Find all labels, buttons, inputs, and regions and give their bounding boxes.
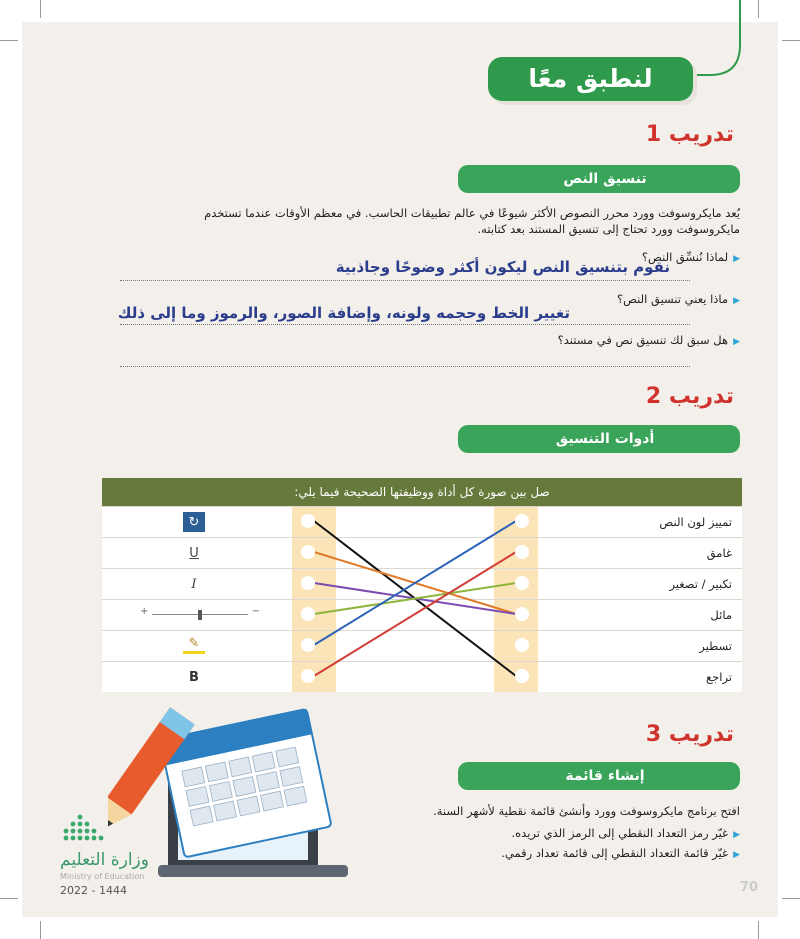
- table-row: [102, 661, 742, 692]
- bold-icon: B: [183, 667, 205, 687]
- tool-cell: [102, 631, 292, 661]
- function-label: تمييز لون النص: [659, 515, 732, 529]
- tool-cell: [102, 662, 292, 692]
- bullet-icon: ▶: [733, 830, 740, 840]
- ex1-intro-line-2: مايكروسوفت وورد تحتاج إلى تنسيق المستند بعد كتابته.: [477, 222, 740, 236]
- function-label: غامق: [706, 546, 732, 560]
- question-3-text: هل سبق لك تنسيق نص في مستند؟: [557, 333, 729, 347]
- matching-rows: [102, 506, 742, 692]
- ex3-item-2-text: غيّر قائمة التعداد النقطي إلى قائمة تعداد رقمي.: [501, 846, 729, 860]
- bullet-icon: ▶: [733, 254, 740, 264]
- answer-line: [120, 366, 690, 367]
- exercise-3-header: إنشاء قائمة: [470, 762, 740, 790]
- italic-icon: I: [191, 576, 197, 592]
- zoom-plus: +: [140, 606, 149, 617]
- ex3-intro: افتح برنامج مايكروسوفت وورد وأنشئ قائمة نقطية لأشهر السنة.: [433, 804, 740, 818]
- matching-table: [102, 478, 742, 506]
- ex3-item-2: [360, 846, 740, 860]
- bullet-icon: ▶: [733, 337, 740, 347]
- edition-year: 2022 - 1444: [60, 884, 127, 897]
- exercise-2-header: أدوات التنسيق: [470, 425, 740, 453]
- page-number: 70: [740, 880, 759, 895]
- table-row: [102, 599, 742, 630]
- crop-mark: [40, 921, 41, 939]
- ex1-intro-line-1: يُعد مايكروسوفت وورد محرر النصوص الأكثر شيوعًا في عالم تطبيقات الحاسب. في معظم الأوقات عندما تستخدم: [204, 206, 740, 220]
- function-label: تراجع: [706, 670, 732, 684]
- bullet-icon: ▶: [733, 850, 740, 860]
- ministry-name-english: Ministry of Education: [60, 872, 145, 881]
- crop-mark: [0, 898, 18, 899]
- exercise-1-header: تنسيق النص: [470, 165, 740, 193]
- question-1-text: لماذا نُنسِّق النص؟: [641, 250, 729, 264]
- tool-cell: [102, 569, 292, 599]
- crop-mark: [0, 40, 18, 41]
- zoom-slider-icon: [140, 608, 260, 622]
- crop-mark: [758, 921, 759, 939]
- function-label: مائل: [710, 608, 732, 622]
- exercise-3-title: تدريب 3: [645, 722, 734, 747]
- crop-mark: [782, 40, 800, 41]
- exercise-2-title: تدريب 2: [645, 384, 734, 409]
- question-3: [440, 333, 740, 347]
- function-label: تسطير: [699, 639, 732, 653]
- tool-cell: [102, 538, 292, 568]
- table-row: [102, 568, 742, 599]
- undo-icon: ↻: [183, 512, 205, 532]
- highlighter-icon: ✎: [183, 636, 205, 654]
- question-2-text: ماذا يعني تنسيق النص؟: [616, 292, 729, 306]
- tool-cell: [102, 507, 292, 537]
- banner-title: لنطبق معًا: [488, 57, 693, 101]
- table-row: [102, 506, 742, 537]
- ex3-item-1-text: غيّر رمز التعداد النقطي إلى الرمز الذي تريده.: [511, 826, 729, 840]
- tool-cell: [102, 600, 292, 630]
- table-row: [102, 537, 742, 568]
- exercise-1-title: تدريب 1: [645, 122, 734, 147]
- zoom-minus: −: [251, 606, 260, 617]
- function-label: تكبير / تصغير: [669, 577, 732, 591]
- answer-line: [120, 324, 690, 325]
- crop-mark: [782, 898, 800, 899]
- table-header: صل بين صورة كل أداة ووظيفتها الصحيحة فيما يلي:: [102, 478, 742, 506]
- ministry-name-arabic: وزارة التعليم: [60, 850, 149, 870]
- table-row: [102, 630, 742, 661]
- bullet-icon: ▶: [733, 296, 740, 306]
- ministry-logo-icon: [60, 808, 110, 846]
- zoom-thumb: [198, 610, 202, 620]
- answer-line: [120, 280, 690, 281]
- answer-1: نقوم بتنسيق النص ليكون أكثر وضوحًا وجاذبية: [335, 258, 670, 276]
- ex3-item-1: [360, 826, 740, 840]
- crop-mark: [40, 0, 41, 18]
- answer-2: تغيير الخط وحجمه ولونه، وإضافة الصور، والرموز وما إلى ذلك: [117, 304, 570, 322]
- underline-icon: U: [189, 545, 199, 561]
